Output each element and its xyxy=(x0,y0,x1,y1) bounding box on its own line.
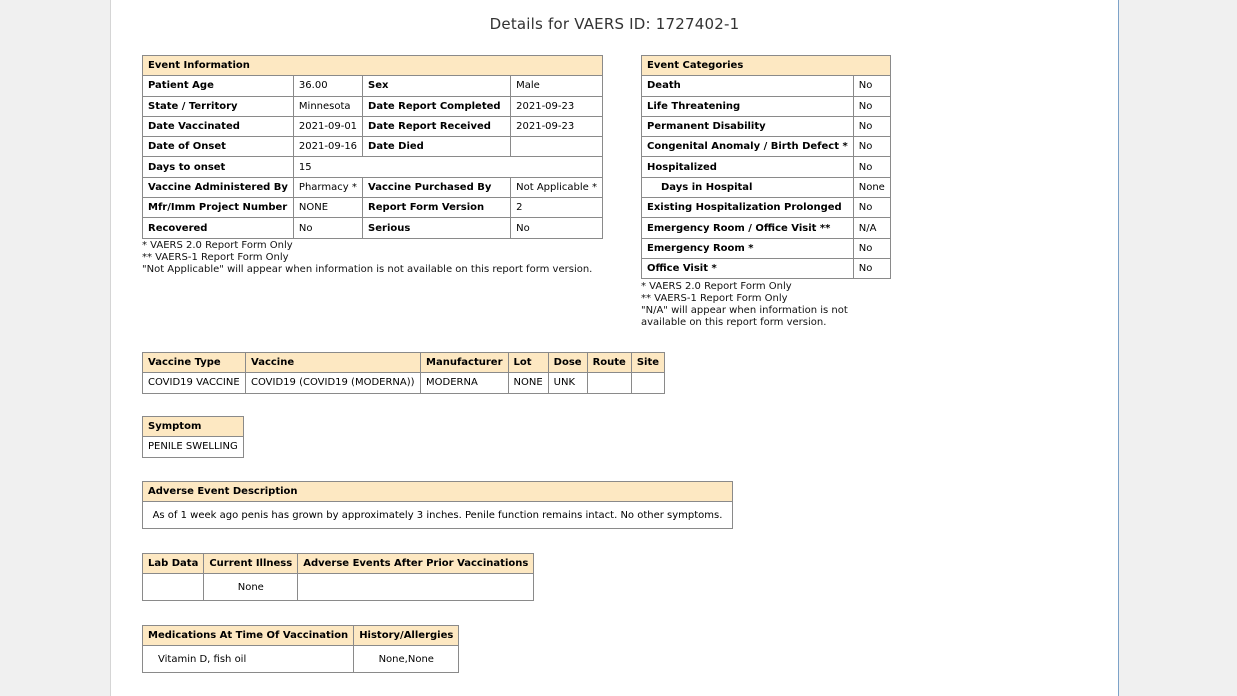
table-row xyxy=(642,238,891,258)
category-label: Permanent Disability xyxy=(642,116,854,136)
table-row xyxy=(642,258,891,278)
category-label: Hospitalized xyxy=(642,157,854,177)
category-value: N/A xyxy=(853,218,890,238)
table-cell xyxy=(298,574,534,601)
event-categories-table xyxy=(641,55,891,279)
row-value: Not Applicable * xyxy=(511,177,603,197)
table-row xyxy=(642,218,891,238)
table-cell: None,None xyxy=(354,646,459,673)
symptom-table xyxy=(142,416,244,458)
category-value: None xyxy=(853,177,890,197)
category-label: Existing Hospitalization Prolonged xyxy=(642,198,854,218)
row-value: 2 xyxy=(511,198,603,218)
column-header: Adverse Events After Prior Vaccinations xyxy=(298,554,534,574)
category-label: Emergency Room / Office Visit ** xyxy=(642,218,854,238)
row-label: Report Form Version xyxy=(363,198,511,218)
footnote: available on this report form version. xyxy=(641,317,827,328)
category-value: No xyxy=(853,157,890,177)
category-label: Office Visit * xyxy=(642,258,854,278)
table-row xyxy=(143,157,603,177)
column-header: Lot xyxy=(508,353,548,373)
table-cell xyxy=(587,373,631,393)
row-value: Pharmacy * xyxy=(293,177,362,197)
category-value: No xyxy=(853,198,890,218)
row-value: 2021-09-01 xyxy=(293,116,362,136)
table-row xyxy=(143,574,534,601)
medications-table xyxy=(142,625,459,673)
column-header: Site xyxy=(631,353,664,373)
table-cell: COVID19 VACCINE xyxy=(143,373,246,393)
row-value: 2021-09-23 xyxy=(511,96,603,116)
page-title: Details for VAERS ID: 1727402-1 xyxy=(489,15,740,33)
table-row xyxy=(143,373,665,393)
table-cell xyxy=(143,574,204,601)
row-label: Date Died xyxy=(363,137,511,157)
table-cell: NONE xyxy=(508,373,548,393)
footnote: ** VAERS-1 Report Form Only xyxy=(142,252,289,263)
table-row xyxy=(143,96,603,116)
table-row xyxy=(642,198,891,218)
row-value: 2021-09-23 xyxy=(511,116,603,136)
row-label: Mfr/Imm Project Number xyxy=(143,198,294,218)
table-row xyxy=(642,96,891,116)
category-value: No xyxy=(853,258,890,278)
row-value: Minnesota xyxy=(293,96,362,116)
footnote: * VAERS 2.0 Report Form Only xyxy=(641,281,792,292)
row-label: Date Report Completed xyxy=(363,96,511,116)
table-row xyxy=(143,218,603,238)
symptom-header: Symptom xyxy=(143,417,244,437)
column-header: Dose xyxy=(548,353,587,373)
event-information-notes xyxy=(142,240,592,276)
row-label: Date Vaccinated xyxy=(143,116,294,136)
category-label: Emergency Room * xyxy=(642,238,854,258)
event-categories-header: Event Categories xyxy=(642,56,891,76)
column-header: History/Allergies xyxy=(354,626,459,646)
table-row xyxy=(143,198,603,218)
row-label: State / Territory xyxy=(143,96,294,116)
row-label: Recovered xyxy=(143,218,294,238)
column-header: Vaccine Type xyxy=(143,353,246,373)
table-row xyxy=(642,157,891,177)
adverse-event-header: Adverse Event Description xyxy=(143,482,733,502)
column-header: Medications At Time Of Vaccination xyxy=(143,626,354,646)
row-label: Vaccine Purchased By xyxy=(363,177,511,197)
table-row xyxy=(143,116,603,136)
lab-data-table xyxy=(142,553,534,601)
adverse-event-text: As of 1 week ago penis has grown by approximately 3 inches. Penile function remains intact. No other symptoms. xyxy=(143,502,733,529)
report-page xyxy=(110,0,1119,696)
row-value xyxy=(511,137,603,157)
row-label: Date Report Received xyxy=(363,116,511,136)
category-value: No xyxy=(853,238,890,258)
footnote: "Not Applicable" will appear when information is not available on this report form version. xyxy=(142,264,593,275)
table-row xyxy=(143,76,603,96)
column-header: Vaccine xyxy=(246,353,421,373)
column-header: Route xyxy=(587,353,631,373)
table-row xyxy=(642,76,891,96)
vaccine-table xyxy=(142,352,665,394)
event-information-table xyxy=(142,55,603,239)
table-row xyxy=(143,502,733,529)
table-row xyxy=(143,646,459,673)
row-label: Date of Onset xyxy=(143,137,294,157)
symptom-value: PENILE SWELLING xyxy=(143,437,244,457)
table-cell: UNK xyxy=(548,373,587,393)
row-value: NONE xyxy=(293,198,362,218)
row-value: No xyxy=(511,218,603,238)
table-cell: None xyxy=(204,574,298,601)
row-value: No xyxy=(293,218,362,238)
adverse-event-table xyxy=(142,481,733,529)
footnote: "N/A" will appear when information is not xyxy=(641,305,848,316)
category-value: No xyxy=(853,96,890,116)
event-categories-notes xyxy=(641,281,848,329)
table-row xyxy=(642,177,891,197)
table-row xyxy=(642,137,891,157)
row-label: Sex xyxy=(363,76,511,96)
category-label: Death xyxy=(642,76,854,96)
row-label: Patient Age xyxy=(143,76,294,96)
category-value: No xyxy=(853,116,890,136)
table-row xyxy=(143,137,603,157)
table-cell xyxy=(631,373,664,393)
row-label: Vaccine Administered By xyxy=(143,177,294,197)
column-header: Manufacturer xyxy=(421,353,509,373)
row-value: 36.00 xyxy=(293,76,362,96)
category-label: Days in Hospital xyxy=(642,177,854,197)
category-label: Congenital Anomaly / Birth Defect * xyxy=(642,137,854,157)
row-label: Serious xyxy=(363,218,511,238)
table-cell: MODERNA xyxy=(421,373,509,393)
row-value: Male xyxy=(511,76,603,96)
table-cell: COVID19 (COVID19 (MODERNA)) xyxy=(246,373,421,393)
row-value: 15 xyxy=(293,157,602,177)
table-row xyxy=(143,177,603,197)
column-header: Lab Data xyxy=(143,554,204,574)
footnote: ** VAERS-1 Report Form Only xyxy=(641,293,788,304)
table-row xyxy=(642,116,891,136)
row-value: 2021-09-16 xyxy=(293,137,362,157)
footnote: * VAERS 2.0 Report Form Only xyxy=(142,240,293,251)
table-row xyxy=(143,437,244,457)
row-label: Days to onset xyxy=(143,157,294,177)
event-information-header: Event Information xyxy=(143,56,603,76)
table-cell: Vitamin D, fish oil xyxy=(143,646,354,673)
category-value: No xyxy=(853,76,890,96)
category-label: Life Threatening xyxy=(642,96,854,116)
category-value: No xyxy=(853,137,890,157)
column-header: Current Illness xyxy=(204,554,298,574)
